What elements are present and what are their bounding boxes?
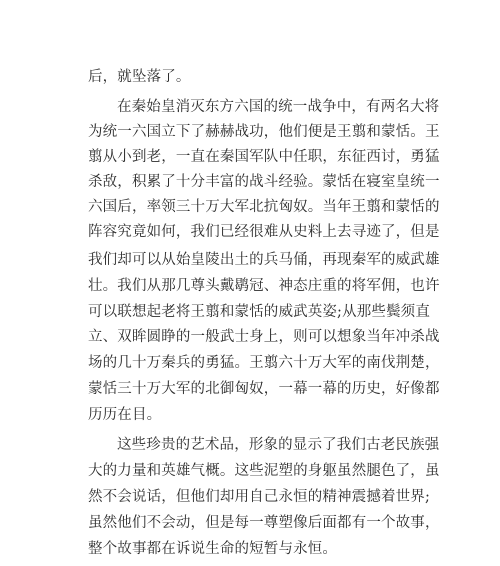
paragraph-first-line: 这些珍贵的艺术品，形象的显示了我们古老民族强 bbox=[117, 437, 440, 453]
text-line: 为统一六国立下了赫赫战功，他们便是王翦和蒙恬。王 bbox=[88, 124, 440, 140]
text-line: 六国后，率领三十万大军北抗匈奴。当年王翦和蒙恬的 bbox=[88, 199, 440, 215]
text-line: 大的力量和英雄气概。这些泥塑的身躯虽然腿色了，虽 bbox=[88, 463, 440, 479]
text-line: 壮。我们从那几尊头戴鹖冠、神态庄重的将军佣，也许 bbox=[88, 278, 440, 294]
text-line: 然不会说话，但他们却用自己永恒的精神震撼着世界; bbox=[88, 489, 430, 505]
text-line: 可以联想起老将王翦和蒙恬的威武英姿;从那些鬓须直 bbox=[88, 304, 430, 320]
text-line: 蒙恬三十万大军的北御匈奴，一幕一幕的历史，好像都 bbox=[88, 381, 440, 397]
text-line: 虽然他们不会动，但是每一尊塑像后面都有一个故事， bbox=[88, 515, 440, 531]
text-line: 我们却可以从始皇陵出土的兵马俑，再现秦军的威武雄 bbox=[88, 252, 440, 268]
text-line: 杀敌，积累了十分丰富的战斗经验。蒙恬在寝室皇统一 bbox=[88, 174, 440, 190]
text-line: 历历在目。 bbox=[88, 407, 162, 423]
text-line: 立、双眸圆睁的一般武士身上，则可以想象当年冲杀战 bbox=[88, 329, 440, 345]
text-line: 整个故事都在诉说生命的短暂与永恒。 bbox=[88, 541, 338, 557]
paragraph-first-line: 在秦始皇消灭东方六国的统一战争中，有两名大将 bbox=[117, 99, 440, 115]
text-line: 场的几十万秦兵的勇猛。王翦六十万大军的南伐荆楚， bbox=[88, 355, 440, 371]
text-line: 阵容究竟如何，我们已经很难从史料上去寻迹了，但是 bbox=[88, 224, 440, 240]
text-line: 翦从小到老，一直在秦国军队中任职，东征西讨，勇猛 bbox=[88, 149, 440, 165]
text-line: 后，就坠落了。 bbox=[88, 69, 191, 85]
